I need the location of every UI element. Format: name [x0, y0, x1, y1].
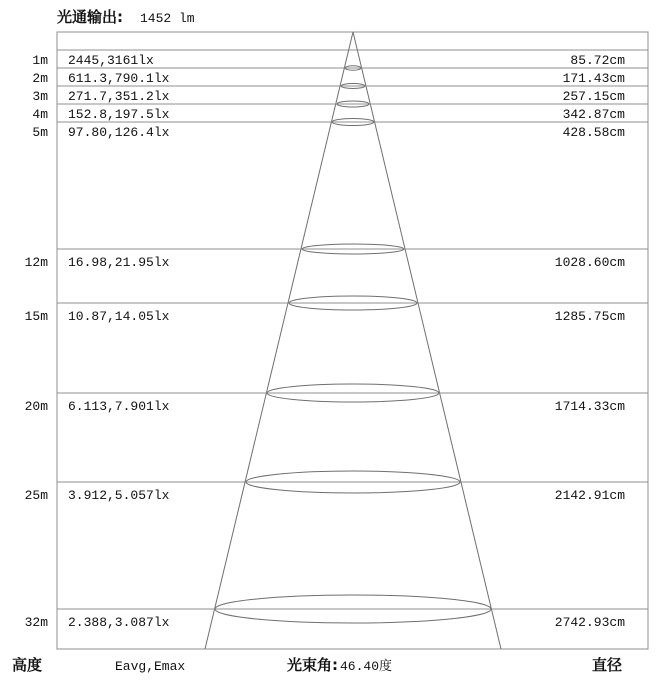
illuminance-value: 2.388,3.087lx — [68, 615, 170, 630]
distance-label: 12m — [24, 255, 48, 270]
distance-label: 2m — [32, 71, 48, 86]
diameter-value: 257.15cm — [562, 89, 625, 104]
beam-cone-left-edge — [205, 32, 353, 649]
distance-label: 5m — [32, 125, 48, 140]
illuminance-value: 2445,3161lx — [68, 53, 154, 68]
luminous-flux-label: 光通输出: — [57, 8, 123, 26]
illuminance-value: 271.7,351.2lx — [68, 89, 170, 104]
illuminance-value: 611.3,790.1lx — [68, 71, 170, 86]
beam-cone-right-edge — [353, 32, 501, 649]
diameter-value: 342.87cm — [562, 107, 625, 122]
distance-label: 20m — [24, 399, 48, 414]
diameter-value: 2142.91cm — [554, 488, 625, 503]
distance-rows — [25, 53, 648, 630]
illuminance-value: 16.98,21.95lx — [68, 255, 170, 270]
diameter-value: 85.72cm — [570, 53, 625, 68]
diameter-column-label: 直径 — [592, 656, 623, 674]
distance-label: 4m — [32, 107, 48, 122]
illuminance-value: 6.113,7.901lx — [68, 399, 170, 414]
distance-label: 3m — [32, 89, 48, 104]
illuminance-column-label: Eavg,Emax — [115, 659, 186, 674]
illuminance-value: 152.8,197.5lx — [68, 107, 170, 122]
distance-label: 15m — [24, 309, 48, 324]
diameter-value: 2742.93cm — [554, 615, 625, 630]
diameter-value: 1714.33cm — [554, 399, 625, 414]
distance-label: 25m — [24, 488, 48, 503]
diameter-value: 428.58cm — [562, 125, 625, 140]
luminous-flux-value: 1452 lm — [140, 11, 195, 26]
beam-angle-value: 46.40度 — [340, 659, 393, 674]
beam-angle-label: 光束角: — [287, 656, 338, 674]
illuminance-value: 97.80,126.4lx — [68, 125, 170, 140]
distance-label: 1m — [32, 53, 48, 68]
distance-label: 32m — [24, 615, 48, 630]
illuminance-value: 10.87,14.05lx — [68, 309, 170, 324]
illuminance-value: 3.912,5.057lx — [68, 488, 170, 503]
height-column-label: 高度 — [12, 656, 43, 674]
diameter-value: 1285.75cm — [554, 309, 625, 324]
diameter-value: 1028.60cm — [554, 255, 625, 270]
diameter-value: 171.43cm — [562, 71, 625, 86]
